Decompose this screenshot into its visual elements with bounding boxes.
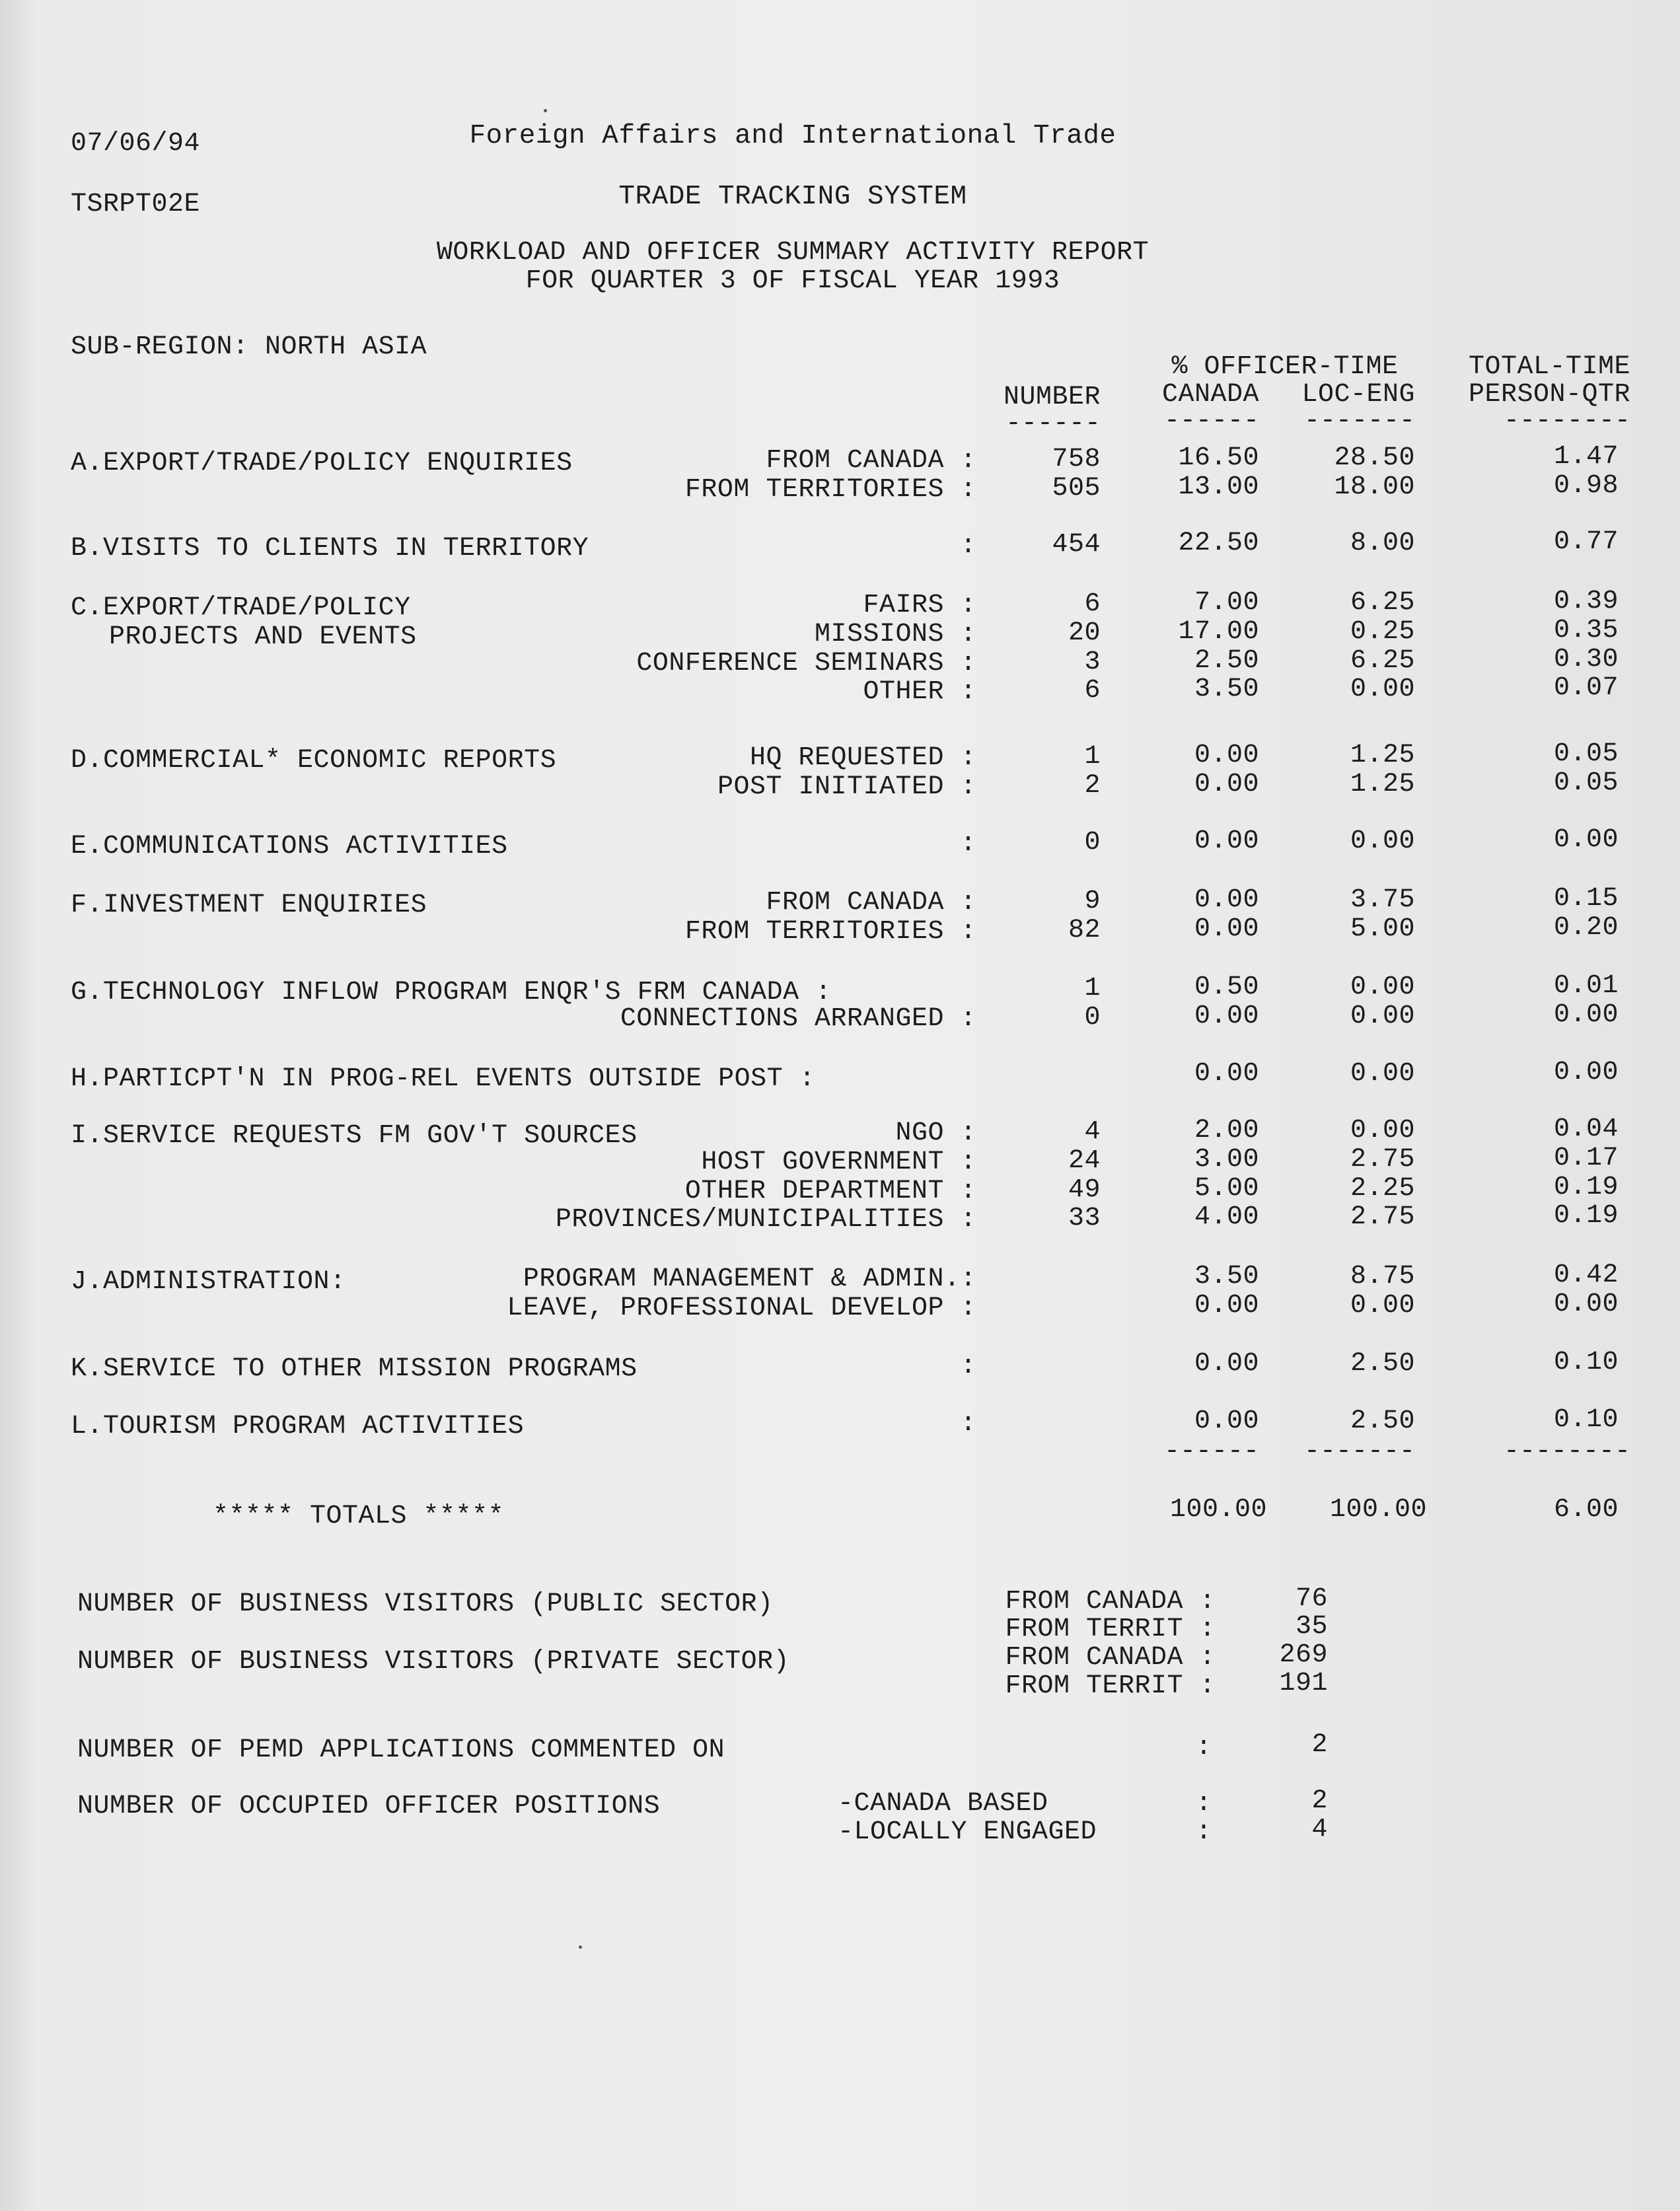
row-person-qtr: 0.35 bbox=[1553, 616, 1619, 645]
row-person-qtr: 0.10 bbox=[1553, 1405, 1619, 1435]
sub-region: SUB-REGION: NORTH ASIA bbox=[71, 332, 427, 362]
pemd-label: NUMBER OF PEMD APPLICATIONS COMMENTED ON bbox=[77, 1735, 725, 1765]
row-number: 2 bbox=[1084, 771, 1101, 801]
row-loc-eng-pct: 0.00 bbox=[1350, 1291, 1415, 1321]
department-name: Foreign Affairs and International Trade bbox=[469, 121, 1116, 151]
row-person-qtr: 0.00 bbox=[1553, 1058, 1619, 1087]
totals-label: ***** TOTALS ***** bbox=[213, 1502, 505, 1531]
person-qtr-header: PERSON-QTR bbox=[1468, 380, 1630, 410]
loc-eng-header: LOC-ENG bbox=[1301, 380, 1415, 410]
row-canada-pct: 0.00 bbox=[1194, 1349, 1259, 1379]
row-loc-eng-pct: 6.25 bbox=[1350, 588, 1415, 618]
row-label: L.TOURISM PROGRAM ACTIVITIES bbox=[71, 1412, 525, 1441]
row-sub-label: FAIRS : bbox=[863, 591, 976, 620]
row-number: 0 bbox=[1084, 1003, 1101, 1033]
row-canada-pct: 3.50 bbox=[1194, 674, 1259, 704]
row-number: 1 bbox=[1084, 742, 1101, 772]
number-header: NUMBER bbox=[1003, 382, 1101, 412]
row-label: A.EXPORT/TRADE/POLICY ENQUIRIES bbox=[71, 449, 573, 478]
row-loc-eng-pct: 6.25 bbox=[1350, 646, 1415, 676]
row-loc-eng-pct: 8.75 bbox=[1350, 1262, 1415, 1291]
row-loc-eng-pct: 28.50 bbox=[1334, 443, 1415, 473]
row-person-qtr: 0.00 bbox=[1553, 1289, 1619, 1319]
paper-speck bbox=[544, 109, 547, 112]
row-person-qtr: 0.30 bbox=[1553, 645, 1619, 674]
row-loc-eng-pct: 2.50 bbox=[1350, 1349, 1415, 1379]
row-number: 6 bbox=[1084, 676, 1101, 706]
visitors-public-canada-value: 76 bbox=[1295, 1584, 1328, 1614]
row-person-qtr: 0.77 bbox=[1553, 527, 1619, 557]
visitors-public-territ-value: 35 bbox=[1295, 1612, 1328, 1642]
row-loc-eng-pct: 2.25 bbox=[1350, 1174, 1415, 1204]
canada-header: CANADA bbox=[1161, 380, 1259, 410]
row-canada-pct: 0.00 bbox=[1194, 1059, 1259, 1089]
total-time-header: TOTAL-TIME bbox=[1468, 352, 1630, 382]
row-canada-pct: 22.50 bbox=[1178, 528, 1259, 558]
row-sub-label: : bbox=[960, 531, 976, 561]
row-sub-label: : bbox=[960, 829, 976, 859]
row-label: E.COMMUNICATIONS ACTIVITIES bbox=[71, 832, 508, 861]
row-canada-pct: 13.00 bbox=[1178, 472, 1259, 502]
row-canada-pct: 0.50 bbox=[1194, 972, 1259, 1002]
row-loc-eng-pct: 8.00 bbox=[1350, 528, 1415, 558]
row-number: 20 bbox=[1068, 618, 1101, 648]
row-number: 49 bbox=[1068, 1175, 1101, 1205]
row-sub-label: CONNECTIONS ARRANGED : bbox=[620, 1004, 976, 1034]
row-sub-label: CONFERENCE SEMINARS : bbox=[636, 649, 976, 678]
row-canada-pct: 16.50 bbox=[1178, 443, 1259, 473]
row-sub-label: POST INITIATED : bbox=[717, 772, 976, 802]
row-person-qtr: 0.42 bbox=[1553, 1260, 1619, 1290]
row-label: G.TECHNOLOGY INFLOW PROGRAM ENQR'S FRM CANADA : bbox=[71, 978, 832, 1007]
row-label: B.VISITS TO CLIENTS IN TERRITORY bbox=[71, 534, 589, 563]
row-person-qtr: 0.05 bbox=[1553, 739, 1619, 769]
row-person-qtr: 0.05 bbox=[1553, 768, 1619, 798]
row-loc-eng-pct: 3.75 bbox=[1350, 885, 1415, 915]
report-subtitle: FOR QUARTER 3 OF FISCAL YEAR 1993 bbox=[525, 266, 1060, 296]
canada-underline: ------ bbox=[1163, 406, 1259, 436]
row-canada-pct: 0.00 bbox=[1194, 1406, 1259, 1436]
row-sub-label: FROM TERRITORIES : bbox=[684, 917, 976, 947]
visitors-private-territ-value: 191 bbox=[1279, 1669, 1328, 1698]
row-loc-eng-pct: 2.75 bbox=[1350, 1202, 1415, 1232]
row-sub-label: FROM CANADA : bbox=[766, 446, 976, 476]
visitors-private-territ-sub: FROM TERRIT : bbox=[1005, 1671, 1216, 1701]
positions-local-value: 4 bbox=[1311, 1815, 1328, 1844]
row-person-qtr: 0.10 bbox=[1553, 1348, 1619, 1377]
row-canada-pct: 3.00 bbox=[1194, 1145, 1259, 1175]
row-sub-label: FROM TERRITORIES : bbox=[684, 475, 976, 505]
row-number: 33 bbox=[1068, 1204, 1101, 1233]
visitors-public-canada-sub: FROM CANADA : bbox=[1005, 1587, 1216, 1616]
row-person-qtr: 0.01 bbox=[1553, 971, 1619, 1001]
positions-label: NUMBER OF OCCUPIED OFFICER POSITIONS bbox=[77, 1792, 661, 1821]
row-number: 1 bbox=[1084, 974, 1101, 1003]
row-loc-eng-pct: 0.00 bbox=[1350, 826, 1415, 856]
row-person-qtr: 1.47 bbox=[1553, 442, 1619, 472]
totals-person-qtr: 6.00 bbox=[1553, 1495, 1619, 1525]
row-label: F.INVESTMENT ENQUIRIES bbox=[71, 890, 427, 920]
row-label: H.PARTICPT'N IN PROG-REL EVENTS OUTSIDE POST : bbox=[71, 1064, 816, 1094]
pemd-colon: : bbox=[1196, 1733, 1212, 1762]
row-label: D.COMMERCIAL* ECONOMIC REPORTS bbox=[71, 746, 557, 776]
pemd-value: 2 bbox=[1311, 1730, 1328, 1760]
row-loc-eng-pct: 5.00 bbox=[1350, 914, 1415, 944]
visitors-private-label: NUMBER OF BUSINESS VISITORS (PRIVATE SECTOR) bbox=[77, 1647, 790, 1677]
row-number: 454 bbox=[1052, 530, 1101, 560]
visitors-public-label: NUMBER OF BUSINESS VISITORS (PUBLIC SECTOR) bbox=[77, 1589, 774, 1619]
row-sub-label: HOST GOVERNMENT : bbox=[701, 1147, 976, 1177]
row-loc-eng-pct: 0.00 bbox=[1350, 674, 1415, 704]
canada-total-underline: ------ bbox=[1163, 1437, 1259, 1467]
row-canada-pct: 2.50 bbox=[1194, 646, 1259, 676]
row-number: 3 bbox=[1084, 647, 1101, 677]
row-sub-label: LEAVE, PROFESSIONAL DEVELOP : bbox=[507, 1293, 976, 1323]
system-name: TRADE TRACKING SYSTEM bbox=[618, 182, 967, 212]
row-person-qtr: 0.15 bbox=[1553, 884, 1619, 914]
row-person-qtr: 0.39 bbox=[1553, 587, 1619, 616]
row-sub-label: OTHER : bbox=[863, 677, 976, 707]
row-canada-pct: 0.00 bbox=[1194, 914, 1259, 944]
row-person-qtr: 0.19 bbox=[1553, 1173, 1619, 1202]
row-person-qtr: 0.00 bbox=[1553, 1000, 1619, 1030]
row-canada-pct: 0.00 bbox=[1194, 770, 1259, 799]
row-sub-label: : bbox=[960, 1409, 976, 1439]
visitors-public-territ-sub: FROM TERRIT : bbox=[1005, 1614, 1216, 1644]
row-sub-label: NGO : bbox=[895, 1118, 976, 1148]
row-label: PROJECTS AND EVENTS bbox=[109, 622, 417, 652]
row-canada-pct: 0.00 bbox=[1194, 741, 1259, 770]
loc-eng-total-underline: ------- bbox=[1303, 1437, 1415, 1467]
row-number: 505 bbox=[1052, 474, 1101, 503]
row-sub-label: FROM CANADA : bbox=[766, 888, 976, 918]
row-sub-label: PROGRAM MANAGEMENT & ADMIN.: bbox=[523, 1264, 976, 1294]
row-sub-label: MISSIONS : bbox=[814, 620, 976, 649]
row-person-qtr: 0.04 bbox=[1553, 1114, 1619, 1144]
row-label: I.SERVICE REQUESTS FM GOV'T SOURCES bbox=[71, 1121, 638, 1151]
row-number: 9 bbox=[1084, 887, 1101, 916]
row-sub-label: OTHER DEPARTMENT : bbox=[684, 1177, 976, 1206]
row-number: 758 bbox=[1052, 445, 1101, 474]
person-qtr-underline: -------- bbox=[1503, 406, 1630, 436]
totals-canada: 100.00 bbox=[1169, 1495, 1267, 1525]
positions-local-sub: -LOCALLY ENGAGED bbox=[838, 1817, 1097, 1847]
positions-canada-value: 2 bbox=[1311, 1786, 1328, 1816]
row-canada-pct: 17.00 bbox=[1178, 617, 1259, 647]
row-loc-eng-pct: 0.00 bbox=[1350, 1116, 1415, 1145]
row-loc-eng-pct: 2.75 bbox=[1350, 1145, 1415, 1175]
row-loc-eng-pct: 1.25 bbox=[1350, 741, 1415, 770]
row-number: 24 bbox=[1068, 1146, 1101, 1176]
row-number: 82 bbox=[1068, 916, 1101, 945]
person-qtr-total-underline: -------- bbox=[1503, 1437, 1630, 1467]
row-sub-label: : bbox=[960, 1352, 976, 1381]
row-number: 4 bbox=[1084, 1117, 1101, 1147]
row-person-qtr: 0.17 bbox=[1553, 1143, 1619, 1173]
report-id: TSRPT02E bbox=[71, 190, 201, 219]
row-number: 0 bbox=[1084, 828, 1101, 857]
row-canada-pct: 0.00 bbox=[1194, 1001, 1259, 1031]
positions-canada-sub: -CANADA BASED bbox=[838, 1789, 1048, 1819]
number-underline: ------ bbox=[1005, 409, 1101, 439]
report-title: WORKLOAD AND OFFICER SUMMARY ACTIVITY REPORT bbox=[436, 238, 1150, 268]
paper-speck bbox=[579, 1945, 582, 1949]
row-person-qtr: 0.00 bbox=[1553, 825, 1619, 855]
row-number: 6 bbox=[1084, 589, 1101, 619]
row-loc-eng-pct: 1.25 bbox=[1350, 770, 1415, 799]
row-canada-pct: 3.50 bbox=[1194, 1262, 1259, 1291]
row-canada-pct: 4.00 bbox=[1194, 1202, 1259, 1232]
totals-loc-eng: 100.00 bbox=[1329, 1495, 1427, 1525]
row-loc-eng-pct: 0.25 bbox=[1350, 617, 1415, 647]
row-person-qtr: 0.07 bbox=[1553, 673, 1619, 703]
row-canada-pct: 5.00 bbox=[1194, 1174, 1259, 1204]
row-loc-eng-pct: 18.00 bbox=[1334, 472, 1415, 502]
positions-canada-colon: : bbox=[1196, 1789, 1212, 1819]
row-loc-eng-pct: 0.00 bbox=[1350, 972, 1415, 1002]
row-label: J.ADMINISTRATION: bbox=[71, 1267, 346, 1297]
row-canada-pct: 2.00 bbox=[1194, 1116, 1259, 1145]
pct-officer-time-header: % OFFICER-TIME bbox=[1171, 352, 1399, 382]
row-loc-eng-pct: 2.50 bbox=[1350, 1406, 1415, 1436]
positions-local-colon: : bbox=[1196, 1817, 1212, 1847]
visitors-private-canada-sub: FROM CANADA : bbox=[1005, 1643, 1216, 1673]
row-canada-pct: 0.00 bbox=[1194, 826, 1259, 856]
row-person-qtr: 0.20 bbox=[1553, 913, 1619, 943]
row-label: K.SERVICE TO OTHER MISSION PROGRAMS bbox=[71, 1354, 638, 1384]
row-person-qtr: 0.19 bbox=[1553, 1201, 1619, 1231]
row-sub-label: HQ REQUESTED : bbox=[749, 743, 976, 773]
row-loc-eng-pct: 0.00 bbox=[1350, 1059, 1415, 1089]
loc-eng-underline: ------- bbox=[1303, 406, 1415, 436]
row-loc-eng-pct: 0.00 bbox=[1350, 1001, 1415, 1031]
row-label: C.EXPORT/TRADE/POLICY bbox=[71, 593, 411, 623]
visitors-private-canada-value: 269 bbox=[1279, 1640, 1328, 1670]
report-date: 07/06/94 bbox=[71, 129, 201, 159]
row-canada-pct: 0.00 bbox=[1194, 1291, 1259, 1321]
row-canada-pct: 7.00 bbox=[1194, 588, 1259, 618]
row-person-qtr: 0.98 bbox=[1553, 471, 1619, 501]
row-sub-label: PROVINCES/MUNICIPALITIES : bbox=[555, 1205, 976, 1235]
row-canada-pct: 0.00 bbox=[1194, 885, 1259, 915]
